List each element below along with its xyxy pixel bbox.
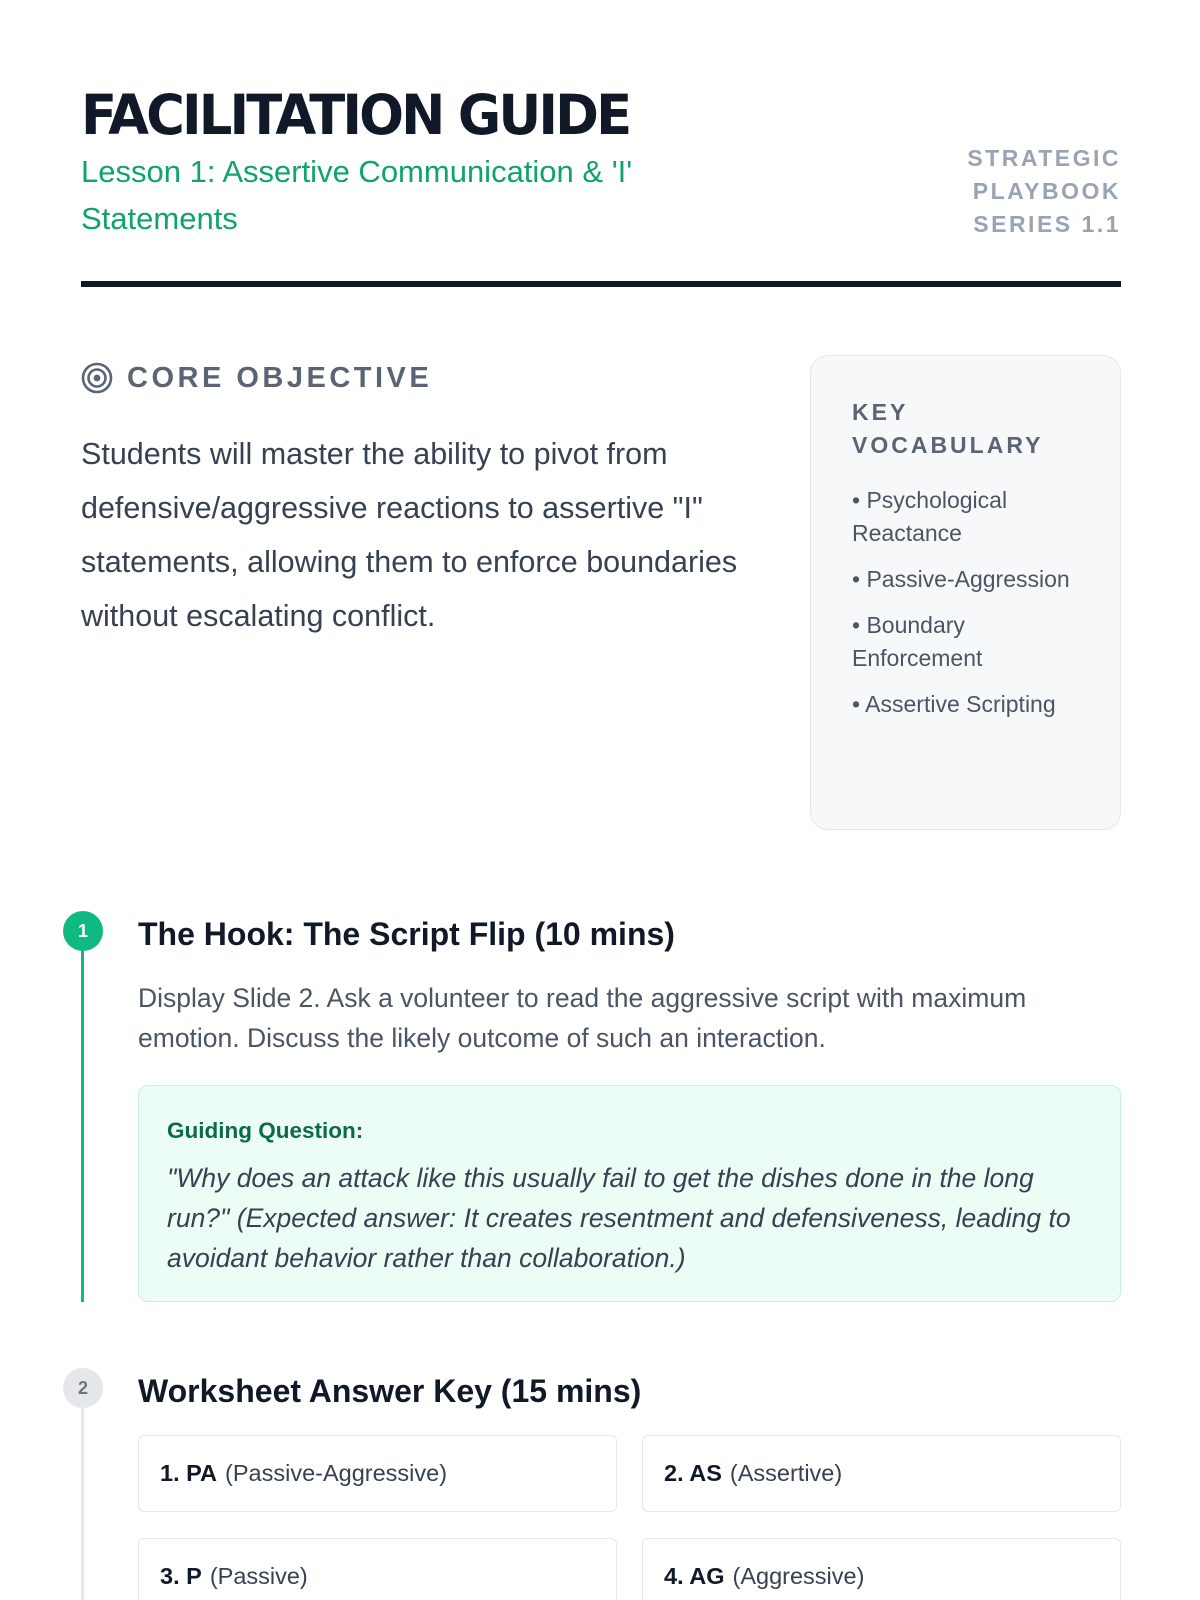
answer-key-item (642, 1435, 1121, 1512)
vocabulary-title-line: VOCABULARY (852, 432, 1044, 458)
key-vocabulary-card (810, 355, 1121, 830)
answer-key-item (138, 1435, 617, 1512)
header (81, 82, 1121, 288)
step-title: The Hook: The Script Flip (10 mins) (138, 916, 675, 952)
answer-code: 4. AG (664, 1563, 725, 1589)
guiding-question-label: Guiding Question: (167, 1118, 364, 1143)
vocabulary-item: • Passive-Aggression (852, 566, 1070, 592)
lesson-subtitle: Lesson 1: Assertive Communication & 'I' Statements (81, 154, 633, 236)
vocabulary-title-line: KEY (852, 399, 909, 425)
answer-code: 1. PA (160, 1460, 218, 1486)
series-line: PLAYBOOK (972, 178, 1121, 204)
vocabulary-title (852, 396, 1080, 462)
step-title: Worksheet Answer Key (15 mins) (138, 1373, 642, 1409)
vocabulary-item: • Psychological Reactance (852, 487, 1008, 546)
answer-meaning: (Assertive) (729, 1460, 843, 1486)
guiding-question-box (138, 1085, 1121, 1302)
answer-key-item (642, 1538, 1121, 1600)
objective-heading (81, 361, 432, 395)
answer-code: 2. AS (664, 1460, 722, 1486)
objective-text: Students will master the ability to pivot from defensive/aggressive reactions to assertive "I" statements, allowing them to enforce boundaries without escalating conflict. (81, 437, 738, 633)
answer-meaning: (Aggressive) (732, 1563, 865, 1589)
answer-meaning: (Passive-Aggressive) (225, 1460, 448, 1486)
vocabulary-item: • Boundary Enforcement (852, 612, 983, 671)
vocabulary-item: • Assertive Scripting (852, 691, 1056, 717)
step-number-badge: 1 (63, 911, 103, 951)
guiding-question-text: "Why does an attack like this usually fail to get the dishes done in the long run?" (Expected answer: It creates resentment and defensiveness, leading to avoidant behavior rather than collaboration.) (167, 1163, 1071, 1273)
series-label (967, 142, 1121, 241)
answer-key-item (138, 1538, 617, 1600)
answer-meaning: (Passive) (209, 1563, 308, 1589)
step-number-badge: 2 (63, 1368, 103, 1408)
timeline-line-inactive (81, 1392, 84, 1600)
series-line: SERIES 1.1 (973, 211, 1121, 237)
answer-code: 3. P (160, 1563, 202, 1589)
timeline-line-active (81, 930, 84, 1302)
objective-label: CORE OBJECTIVE (127, 361, 433, 394)
header-divider (81, 281, 1121, 287)
page-title: FACILITATION GUIDE (81, 83, 630, 147)
step-description: Display Slide 2. Ask a volunteer to read the aggressive script with maximum emotion. Discuss the likely outcome of such an interaction. (138, 983, 1027, 1053)
target-icon (81, 362, 113, 394)
series-line: STRATEGIC (967, 145, 1121, 171)
